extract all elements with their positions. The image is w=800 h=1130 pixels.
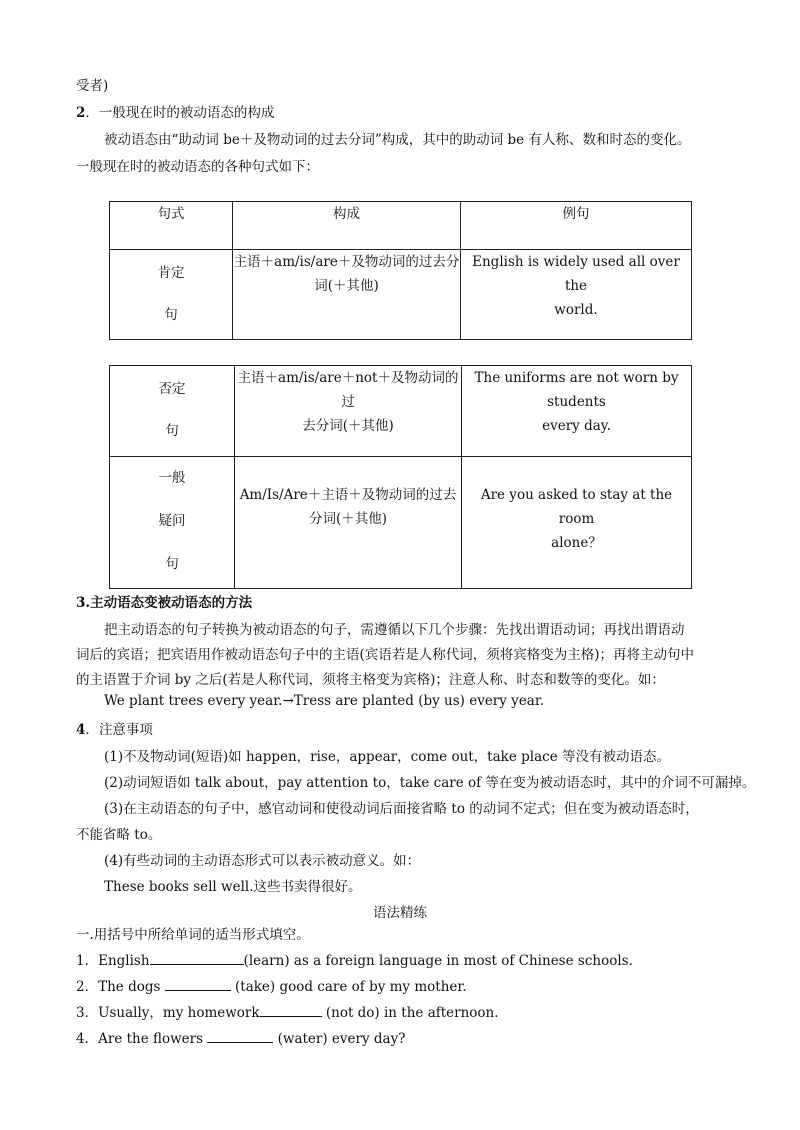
example-line: every day.	[542, 418, 611, 434]
note-3-line1: (3)在主动语态的句子中，感官动词和使役动词后面接省略 to 的动词不定式；但在变为被动语态时，	[104, 801, 699, 817]
header-example: 例句	[461, 202, 692, 250]
table-row	[110, 250, 692, 340]
header-structure: 构成	[233, 202, 461, 250]
exercise-text-before: Usually，my homework	[98, 1005, 260, 1021]
structure-line: Am/Is/Are＋主语＋及物动词的过去	[239, 487, 457, 503]
row-example-negative	[462, 366, 692, 457]
table-row	[110, 457, 692, 589]
answer-blank[interactable]	[260, 1002, 322, 1017]
grammar-table-bottom	[109, 365, 692, 589]
section3-para-line1: 把主动语态的句子转换为被动语态的句子，需遵循以下几个步骤：先找出谓语动词；再找出谓语动	[104, 622, 685, 638]
type-part: 一般	[158, 470, 186, 486]
exercise-item	[76, 1001, 499, 1021]
structure-line: 分词(＋其他)	[308, 511, 388, 527]
type-part: 句	[165, 423, 179, 439]
section2-para-line2: 一般现在时的被动语态的各种句式如下：	[76, 159, 319, 175]
example-line: world.	[554, 302, 598, 318]
section3-example: We plant trees every year.→Tress are planted (by us) every year.	[104, 693, 545, 709]
exercise-item	[76, 975, 467, 995]
note-4-example: These books sell well.这些书卖得很好。	[104, 879, 362, 895]
exercise-number: 4．	[76, 1031, 99, 1047]
exercise-text-after: (take) good care of by my mother.	[230, 979, 467, 995]
table-row	[110, 366, 692, 457]
section4-title: ．注意事项	[85, 722, 153, 738]
exercise-text-before: The dogs	[98, 979, 165, 995]
example-line: Are you asked to stay at the room	[480, 487, 673, 527]
practice-heading: 语法精练	[373, 905, 427, 921]
example-line: alone？	[551, 535, 602, 551]
table-header-row	[110, 202, 692, 250]
exercise-text-before: Are the flowers	[98, 1031, 208, 1047]
section4-number: 4	[76, 722, 86, 738]
example-line: The uniforms are not worn by students	[474, 370, 679, 410]
structure-line: 主语＋am/is/are＋及物动词的过去分	[233, 254, 460, 270]
row-structure-affirmative	[233, 250, 461, 340]
type-part: 否定	[158, 381, 186, 397]
row-example-affirmative	[461, 250, 692, 340]
section2-heading	[76, 101, 274, 121]
note-1: (1)不及物动词(短语)如 happen，rise，appear，come out，take place 等没有被动语态。	[104, 749, 670, 765]
section2-para-line1: 被动语态由“助动词 be＋及物动词的过去分词”构成，其中的助动词 be 有人称、数和时态的变化。	[104, 132, 691, 148]
example-line: English is widely used all over the	[472, 254, 680, 294]
note-4: (4)有些动词的主动语态形式可以表示被动意义。如：	[104, 853, 421, 869]
exercise-text-before: English	[98, 953, 150, 969]
row-type-affirmative	[110, 250, 233, 340]
header-type: 句式	[110, 202, 233, 250]
structure-line: 去分词(＋其他)	[302, 418, 394, 434]
exercise-text-after: (water) every day?	[273, 1031, 406, 1047]
structure-line: 主语＋am/is/are＋not＋及物动词的过	[237, 370, 459, 410]
type-part: 疑问	[158, 513, 186, 529]
type-part: 肯定	[157, 265, 185, 281]
section3-para-line3: 的主语置于介词 by 之后(若是人称代词，须将主格变为宾格)；注意人称、时态和数等的变化。如：	[76, 672, 665, 688]
intro-tail: 受者)	[76, 78, 109, 94]
row-structure-question	[235, 457, 462, 589]
type-part: 句	[165, 556, 179, 572]
exercise-number: 2．	[76, 979, 99, 995]
section4-heading	[76, 718, 153, 738]
exercise-item	[76, 1027, 405, 1047]
exercise-item	[76, 949, 633, 969]
answer-blank[interactable]	[207, 1028, 273, 1043]
section3-para-line2: 词后的宾语；把宾语用作被动语态句子中的主语(宾语若是人称代词，须将宾格变为主格)；再将主动句中	[76, 647, 695, 663]
note-3-line2: 不能省略 to。	[76, 827, 162, 843]
type-part: 句	[164, 307, 178, 323]
practice-instruction: 一.用括号中所给单词的适当形式填空。	[76, 927, 310, 943]
section2-title: ．一般现在时的被动语态的构成	[85, 105, 275, 121]
section2-number: 2	[76, 105, 86, 121]
section3-title: 3.主动语态变被动语态的方法	[76, 595, 253, 611]
note-2: (2)动词短语如 talk about，pay attention to，take care of 等在变为被动语态时，其中的介词不可漏掉。	[104, 775, 756, 791]
structure-line: 词(＋其他)	[314, 278, 379, 294]
row-type-question	[110, 457, 235, 589]
row-structure-negative	[235, 366, 462, 457]
exercise-text-after: (learn) as a foreign language in most of Chinese schools.	[243, 953, 633, 969]
answer-blank[interactable]	[165, 976, 231, 991]
exercise-text-after: (not do) in the afternoon.	[321, 1005, 499, 1021]
exercise-number: 3．	[76, 1005, 99, 1021]
row-example-question	[462, 457, 692, 589]
row-type-negative	[110, 366, 235, 457]
answer-blank[interactable]	[150, 950, 244, 965]
exercise-number: 1．	[76, 953, 99, 969]
grammar-table-top	[109, 201, 692, 340]
